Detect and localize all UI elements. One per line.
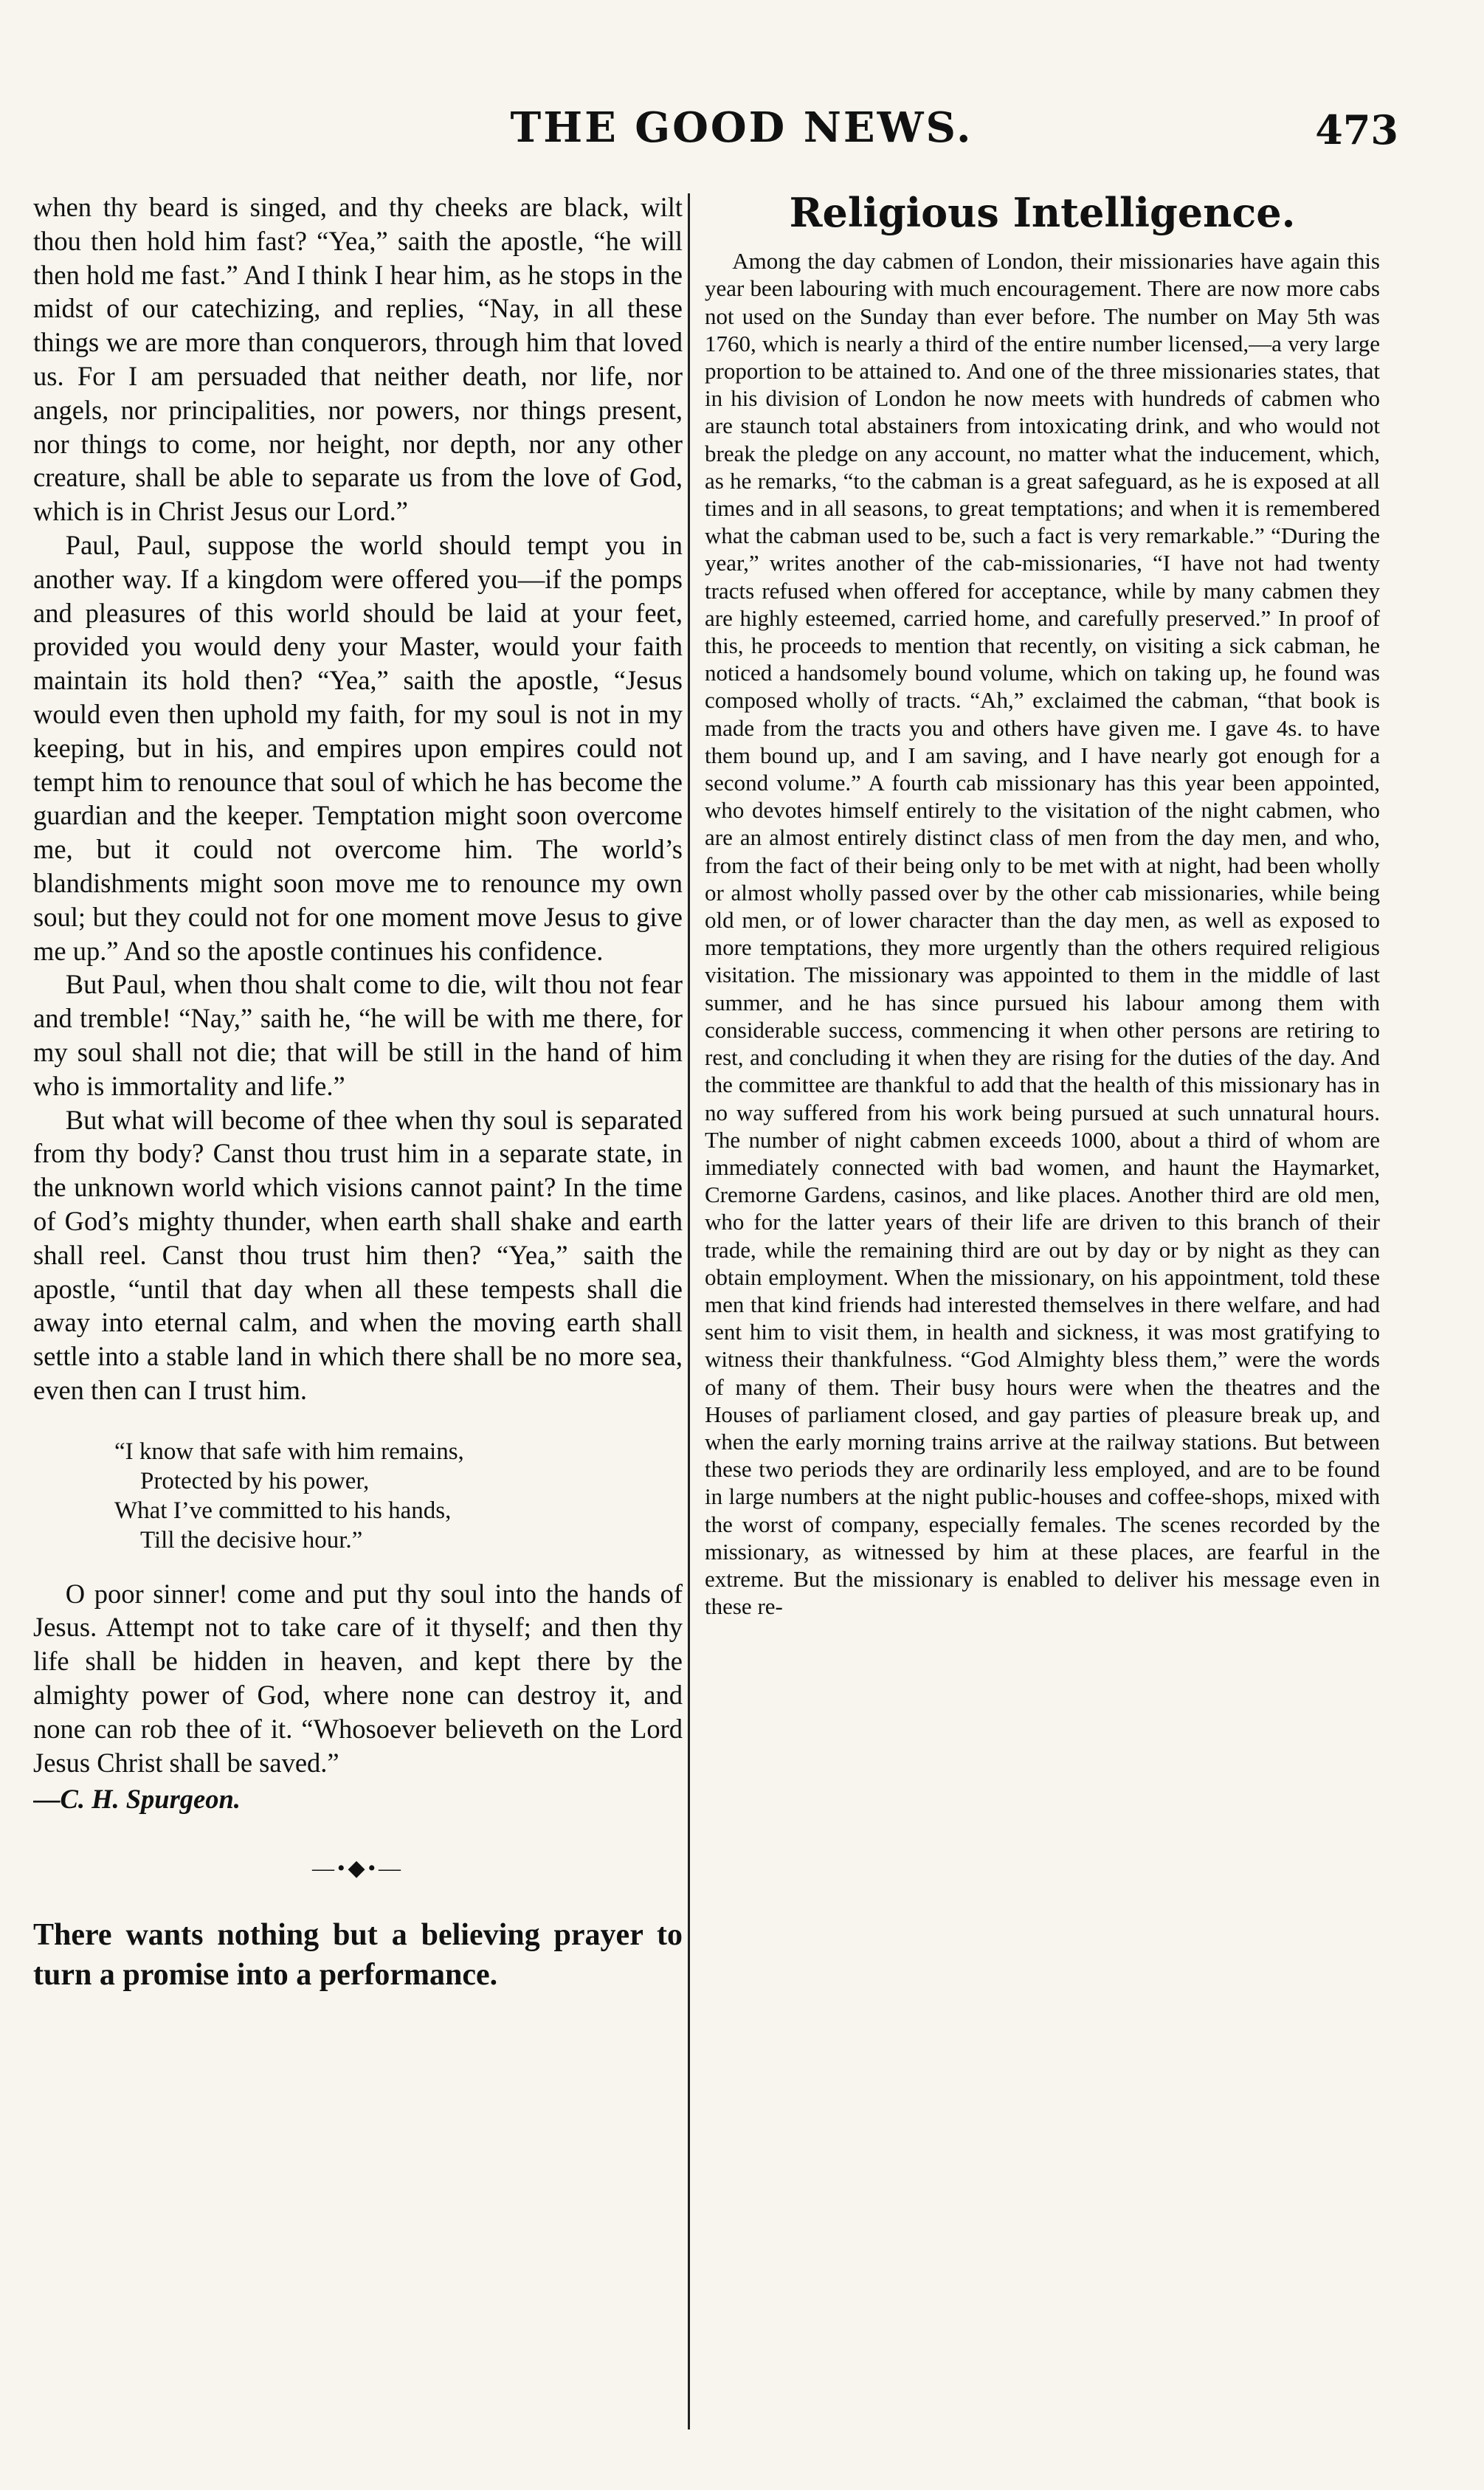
column-divider — [688, 193, 690, 2429]
poem-line: Till the decisive hour.” — [140, 1526, 363, 1553]
signature-dash: — — [33, 1784, 61, 1815]
body-paragraph: Paul, Paul, suppose the world should tempt you in another way. If a kingdom were offered you—if the pomps and pleasures of this world should be laid at your feet, provided you would deny your Master, would your faith maintain its hold then? “Yea,” saith the apostle, “Jesus would even then uphold my faith, for my soul is not in my keeping, but in his, and empires upon empires could not tempt him to renounce that soul of which he has become the guardian and the keeper. Temptation might soon overcome me, but it could not overcome him. The world’s blandishments might soon move me to renounce my own soul; but they could not for one moment move Jesus to give me up.” And so the apostle continues his confidence. — [33, 529, 683, 966]
page-number: 473 — [1315, 106, 1398, 154]
closing-saying: There wants nothing but a believing prayer to turn a promise into a performance. — [33, 1918, 683, 1993]
poem-line: Protected by his power, — [140, 1467, 370, 1494]
section-heading: Religious Intelligence. — [789, 190, 1296, 236]
body-paragraph: Among the day cabmen of London, their missionaries have again this year been labouring with much encouragement. There are now more cabs not used on the Sunday than ever before. The number on May 5th was 1760, which is nearly a third of the entire number licensed,—a very large proportion to be attained to. And one of the three missionaries states, that in his division of London he now meets with hundreds of cabmen who are staunch total abstainers from intoxicating drink, and who would not break the pledge on any account, no matter what the inducement, which, as he remarks, “to the cabman is a great safeguard, as he is exposed at all times and in all seasons, to great temptations; and when it is remembered what the cabman used to be, such a fact is very remarkable.” “During the year,” writes another of the cab-missionaries, “I have not had twenty tracts refused when offered for acceptance, while by many cabmen they are highly esteemed, carried home, and carefully preserved.” In proof of this, he proceeds to mention that recently, on visiting a sick cabman, he noticed a handsomely bound volume, which on taking up, he found was composed wholly of tracts. “Ah,” exclaimed the cabman, “that book is made from the tracts you and others have given me. I gave 4s. to have them bound up, and I am saving, and I have nearly got enough for a second volume.” A fourth cab missionary has this year been appointed, who devotes himself entirely to the visitation of the night cabmen, who are an almost entirely distinct class of men from the day men, and who, from the fact of their being only to be met with at night, had been wholly or almost wholly passed over by the other cab missionaries, while being old men, or of lower character than the day men, as well as exposed to more temptations, they more urgently than the others required religious visitation. The missionary was appointed to them in the middle of last summer, and he has since pursued his labour among them with considerable success, commencing it when other persons are retiring to rest, and concluding it when they are rising for the duties of the day. And the committee are thankful to add that the health of this missionary has in no way suffered from his work being pursued at such unnatural hours. The number of night cabmen exceeds 1000, about a third of whom are immediately connected with bad women, and haunt the Haymarket, Cremorne Gardens, casinos, and like places. Another third are old men, who for the latter years of their life are driven to this branch of their trade, while the remaining third are out by day or by night as they can obtain employment. When the missionary, on his appointment, told these men that kind friends had interested themselves in there welfare, and had sent him to visit them, in health and sickness, it was most gratifying to witness their thankfulness. “God Almighty bless them,” were the words of many of them. Their busy hours were when the theatres and the Houses of parliament closed, and gay parties of pleasure break up, and when the early morning trains arrive at the railway stations. But between these two periods they are ordinarily less employed, and are to be found in large numbers at the night public-houses and coffee-shops, mixed with the worst of company, especially females. The scenes recorded by the missionary, as witnessed by him at these places, are fearful in the extreme. But the missionary is enabled to deliver his message even in these re- — [705, 248, 1380, 1620]
page-header — [44, 103, 1439, 170]
signature-name: C. H. Spurgeon. — [60, 1784, 241, 1815]
right-column — [705, 190, 1380, 2446]
running-title: THE GOOD NEWS. — [510, 103, 973, 152]
body-paragraph: when thy beard is singed, and thy cheeks are black, wilt thou then hold him fast? “Yea,” saith the apostle, “he will then hold me fast.” And I think I hear him, as he stops in the midst of our catechizing, and replies, “Nay, in all these things we are more than conquerors, through him that loved us. For I am persuaded that neither death, nor life, nor angels, nor principalities, nor powers, nor things present, nor things to come, nor height, nor depth, nor any other creature, shall be able to separate us from the love of God, which is in Christ Jesus our Lord.” — [33, 192, 683, 527]
section-ornament: —•◆•— — [311, 1856, 404, 1881]
left-column — [33, 190, 683, 2446]
author-signature — [33, 1782, 683, 1816]
body-paragraph: But what will become of thee when thy soul is separated from thy body? Canst thou trust him in a separate state, in the unknown world which visions cannot paint? In the time of God’s mighty thunder, when earth shall shake and earth shall reel. Canst thou trust him then? “Yea,” saith the apostle, “until that day when all these tempests shall die away into eternal calm, and when the moving earth shall settle into a stable land in which there shall be no more sea, even then can I trust him. — [33, 1104, 683, 1405]
poem-line: “I know that safe with him remains, — [114, 1438, 464, 1465]
poem-line: What I’ve committed to his hands, — [114, 1497, 452, 1524]
hymn-quote — [114, 1437, 683, 1555]
body-paragraph: But Paul, when thou shalt come to die, wilt thou not fear and tremble! “Nay,” saith he, “he will be with me there, for my soul shall not die; that will be still in the hand of him who is immortality and life.” — [33, 969, 683, 1101]
closing-paragraph: O poor sinner! come and put thy soul into the hands of Jesus. Attempt not to take care of it thyself; and then thy life shall be hidden in heaven, and kept there by the almighty power of God, where none can destroy it, and none can rob thee of it. “Whosoever believeth on the Lord Jesus Christ shall be saved.” — [33, 1578, 683, 1778]
